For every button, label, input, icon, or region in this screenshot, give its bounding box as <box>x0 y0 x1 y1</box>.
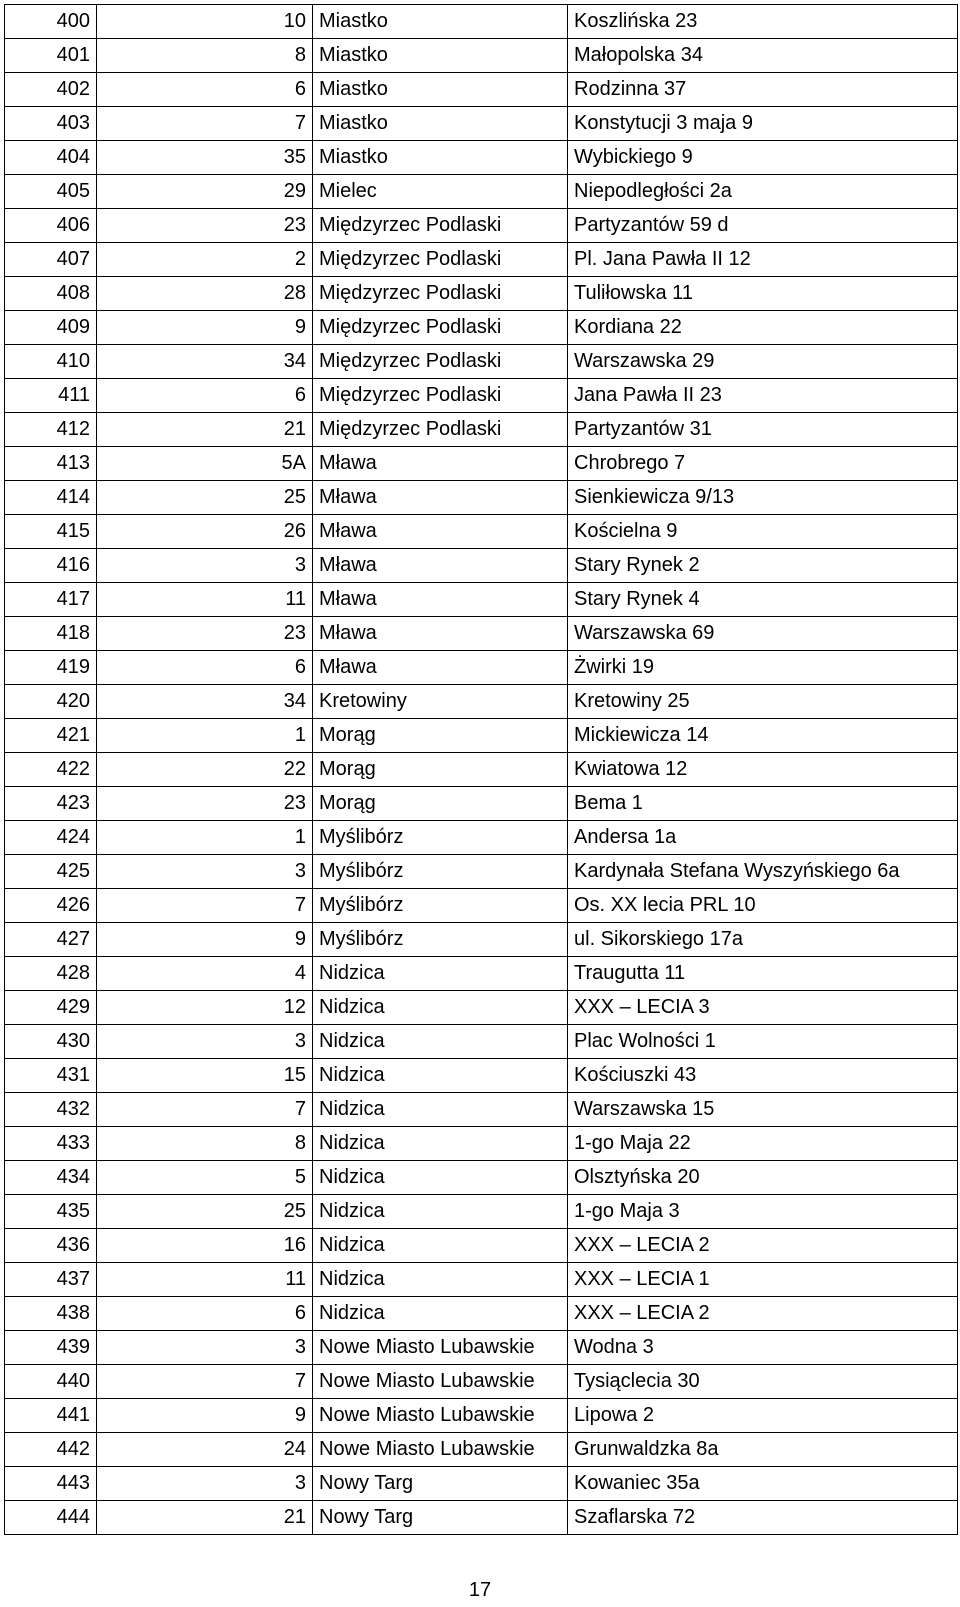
city-cell: Nidzica <box>313 1127 568 1161</box>
city-cell: Morąg <box>313 753 568 787</box>
street-address-cell: Tuliłowska 11 <box>568 277 958 311</box>
city-cell: Nowe Miasto Lubawskie <box>313 1331 568 1365</box>
table-row <box>5 243 958 277</box>
row-number-cell: 402 <box>5 73 97 107</box>
row-number-cell: 419 <box>5 651 97 685</box>
location-number-cell: 6 <box>97 1297 313 1331</box>
location-number-cell: 8 <box>97 1127 313 1161</box>
street-address-cell: Bema 1 <box>568 787 958 821</box>
row-number-cell: 442 <box>5 1433 97 1467</box>
row-number-cell: 439 <box>5 1331 97 1365</box>
row-number-cell: 410 <box>5 345 97 379</box>
city-cell: Miastko <box>313 5 568 39</box>
location-number-cell: 25 <box>97 481 313 515</box>
table-row <box>5 413 958 447</box>
street-address-cell: Andersa 1a <box>568 821 958 855</box>
city-cell: Mława <box>313 651 568 685</box>
street-address-cell: Warszawska 15 <box>568 1093 958 1127</box>
table-row <box>5 1127 958 1161</box>
row-number-cell: 422 <box>5 753 97 787</box>
row-number-cell: 408 <box>5 277 97 311</box>
street-address-cell: Olsztyńska 20 <box>568 1161 958 1195</box>
location-number-cell: 28 <box>97 277 313 311</box>
street-address-cell: Warszawska 29 <box>568 345 958 379</box>
row-number-cell: 440 <box>5 1365 97 1399</box>
city-cell: Myślibórz <box>313 821 568 855</box>
table-row <box>5 1161 958 1195</box>
table-row <box>5 39 958 73</box>
page-number: 17 <box>468 1579 492 1601</box>
street-address-cell: 1-go Maja 22 <box>568 1127 958 1161</box>
location-number-cell: 3 <box>97 1331 313 1365</box>
location-number-cell: 12 <box>97 991 313 1025</box>
city-cell: Mielec <box>313 175 568 209</box>
street-address-cell: Traugutta 11 <box>568 957 958 991</box>
row-number-cell: 420 <box>5 685 97 719</box>
location-number-cell: 16 <box>97 1229 313 1263</box>
city-cell: Nidzica <box>313 1195 568 1229</box>
city-cell: Kretowiny <box>313 685 568 719</box>
location-number-cell: 5 <box>97 1161 313 1195</box>
table-row <box>5 1229 958 1263</box>
table-row <box>5 583 958 617</box>
street-address-cell: Stary Rynek 2 <box>568 549 958 583</box>
location-number-cell: 9 <box>97 311 313 345</box>
table-row <box>5 821 958 855</box>
city-cell: Mława <box>313 583 568 617</box>
table-row <box>5 549 958 583</box>
row-number-cell: 418 <box>5 617 97 651</box>
row-number-cell: 415 <box>5 515 97 549</box>
row-number-cell: 407 <box>5 243 97 277</box>
street-address-cell: Małopolska 34 <box>568 39 958 73</box>
city-cell: Mława <box>313 515 568 549</box>
location-number-cell: 22 <box>97 753 313 787</box>
city-cell: Mława <box>313 481 568 515</box>
table-row <box>5 617 958 651</box>
street-address-cell: Chrobrego 7 <box>568 447 958 481</box>
street-address-cell: Żwirki 19 <box>568 651 958 685</box>
row-number-cell: 411 <box>5 379 97 413</box>
table-row <box>5 1467 958 1501</box>
location-number-cell: 1 <box>97 719 313 753</box>
location-number-cell: 11 <box>97 1263 313 1297</box>
city-cell: Mława <box>313 617 568 651</box>
row-number-cell: 429 <box>5 991 97 1025</box>
street-address-cell: Mickiewicza 14 <box>568 719 958 753</box>
street-address-cell: Stary Rynek 4 <box>568 583 958 617</box>
location-number-cell: 29 <box>97 175 313 209</box>
row-number-cell: 413 <box>5 447 97 481</box>
table-row <box>5 1263 958 1297</box>
row-number-cell: 444 <box>5 1501 97 1535</box>
city-cell: Mława <box>313 447 568 481</box>
row-number-cell: 417 <box>5 583 97 617</box>
row-number-cell: 424 <box>5 821 97 855</box>
city-cell: Nidzica <box>313 991 568 1025</box>
location-number-cell: 23 <box>97 787 313 821</box>
row-number-cell: 433 <box>5 1127 97 1161</box>
table-row <box>5 379 958 413</box>
street-address-cell: Partyzantów 31 <box>568 413 958 447</box>
location-number-cell: 2 <box>97 243 313 277</box>
location-number-cell: 24 <box>97 1433 313 1467</box>
city-cell: Nidzica <box>313 1297 568 1331</box>
table-row <box>5 141 958 175</box>
city-cell: Miastko <box>313 39 568 73</box>
row-number-cell: 404 <box>5 141 97 175</box>
row-number-cell: 421 <box>5 719 97 753</box>
street-address-cell: XXX – LECIA 3 <box>568 991 958 1025</box>
street-address-cell: Pl. Jana Pawła II 12 <box>568 243 958 277</box>
location-number-cell: 5A <box>97 447 313 481</box>
location-number-cell: 6 <box>97 379 313 413</box>
table-row <box>5 1365 958 1399</box>
address-table-body <box>5 5 958 1535</box>
address-table <box>4 4 958 1535</box>
street-address-cell: Kościuszki 43 <box>568 1059 958 1093</box>
location-number-cell: 6 <box>97 651 313 685</box>
location-number-cell: 21 <box>97 1501 313 1535</box>
row-number-cell: 431 <box>5 1059 97 1093</box>
location-number-cell: 7 <box>97 1093 313 1127</box>
table-row <box>5 685 958 719</box>
table-row <box>5 277 958 311</box>
street-address-cell: XXX – LECIA 2 <box>568 1297 958 1331</box>
row-number-cell: 414 <box>5 481 97 515</box>
location-number-cell: 7 <box>97 889 313 923</box>
row-number-cell: 425 <box>5 855 97 889</box>
city-cell: Międzyrzec Podlaski <box>313 243 568 277</box>
table-row <box>5 1025 958 1059</box>
row-number-cell: 427 <box>5 923 97 957</box>
table-row <box>5 1501 958 1535</box>
city-cell: Miastko <box>313 73 568 107</box>
city-cell: Myślibórz <box>313 855 568 889</box>
table-row <box>5 1331 958 1365</box>
location-number-cell: 35 <box>97 141 313 175</box>
row-number-cell: 403 <box>5 107 97 141</box>
row-number-cell: 438 <box>5 1297 97 1331</box>
city-cell: Nowe Miasto Lubawskie <box>313 1365 568 1399</box>
city-cell: Nidzica <box>313 1093 568 1127</box>
city-cell: Nidzica <box>313 1059 568 1093</box>
row-number-cell: 412 <box>5 413 97 447</box>
location-number-cell: 7 <box>97 1365 313 1399</box>
table-row <box>5 5 958 39</box>
street-address-cell: Kowaniec 35a <box>568 1467 958 1501</box>
location-number-cell: 7 <box>97 107 313 141</box>
table-row <box>5 311 958 345</box>
location-number-cell: 9 <box>97 1399 313 1433</box>
street-address-cell: Partyzantów 59 d <box>568 209 958 243</box>
city-cell: Międzyrzec Podlaski <box>313 379 568 413</box>
location-number-cell: 23 <box>97 617 313 651</box>
street-address-cell: Tysiąclecia 30 <box>568 1365 958 1399</box>
table-row <box>5 481 958 515</box>
street-address-cell: Grunwaldzka 8a <box>568 1433 958 1467</box>
location-number-cell: 6 <box>97 73 313 107</box>
street-address-cell: Niepodległości 2a <box>568 175 958 209</box>
table-row <box>5 1433 958 1467</box>
city-cell: Myślibórz <box>313 889 568 923</box>
city-cell: Myślibórz <box>313 923 568 957</box>
city-cell: Morąg <box>313 787 568 821</box>
street-address-cell: Kościelna 9 <box>568 515 958 549</box>
row-number-cell: 409 <box>5 311 97 345</box>
location-number-cell: 10 <box>97 5 313 39</box>
row-number-cell: 401 <box>5 39 97 73</box>
street-address-cell: Kardynała Stefana Wyszyńskiego 6a <box>568 855 958 889</box>
table-row <box>5 719 958 753</box>
table-row <box>5 1093 958 1127</box>
location-number-cell: 23 <box>97 209 313 243</box>
city-cell: Międzyrzec Podlaski <box>313 413 568 447</box>
street-address-cell: Warszawska 69 <box>568 617 958 651</box>
location-number-cell: 3 <box>97 855 313 889</box>
row-number-cell: 400 <box>5 5 97 39</box>
table-row <box>5 991 958 1025</box>
city-cell: Międzyrzec Podlaski <box>313 209 568 243</box>
street-address-cell: 1-go Maja 3 <box>568 1195 958 1229</box>
table-row <box>5 1297 958 1331</box>
location-number-cell: 3 <box>97 1467 313 1501</box>
table-row <box>5 345 958 379</box>
table-row <box>5 447 958 481</box>
location-number-cell: 34 <box>97 345 313 379</box>
street-address-cell: Os. XX lecia PRL 10 <box>568 889 958 923</box>
street-address-cell: Kretowiny 25 <box>568 685 958 719</box>
location-number-cell: 4 <box>97 957 313 991</box>
location-number-cell: 9 <box>97 923 313 957</box>
location-number-cell: 21 <box>97 413 313 447</box>
location-number-cell: 11 <box>97 583 313 617</box>
city-cell: Morąg <box>313 719 568 753</box>
table-row <box>5 855 958 889</box>
row-number-cell: 432 <box>5 1093 97 1127</box>
table-row <box>5 209 958 243</box>
street-address-cell: Koszlińska 23 <box>568 5 958 39</box>
city-cell: Nidzica <box>313 1229 568 1263</box>
table-row <box>5 787 958 821</box>
city-cell: Miastko <box>313 141 568 175</box>
row-number-cell: 405 <box>5 175 97 209</box>
table-row <box>5 923 958 957</box>
table-row <box>5 753 958 787</box>
city-cell: Nowy Targ <box>313 1467 568 1501</box>
table-row <box>5 73 958 107</box>
row-number-cell: 416 <box>5 549 97 583</box>
street-address-cell: Konstytucji 3 maja 9 <box>568 107 958 141</box>
location-number-cell: 26 <box>97 515 313 549</box>
row-number-cell: 406 <box>5 209 97 243</box>
row-number-cell: 443 <box>5 1467 97 1501</box>
table-row <box>5 1399 958 1433</box>
location-number-cell: 3 <box>97 1025 313 1059</box>
street-address-cell: ul. Sikorskiego 17a <box>568 923 958 957</box>
row-number-cell: 435 <box>5 1195 97 1229</box>
row-number-cell: 436 <box>5 1229 97 1263</box>
location-number-cell: 34 <box>97 685 313 719</box>
city-cell: Nowy Targ <box>313 1501 568 1535</box>
row-number-cell: 423 <box>5 787 97 821</box>
city-cell: Międzyrzec Podlaski <box>313 345 568 379</box>
row-number-cell: 441 <box>5 1399 97 1433</box>
table-row <box>5 107 958 141</box>
row-number-cell: 430 <box>5 1025 97 1059</box>
table-row <box>5 957 958 991</box>
location-number-cell: 1 <box>97 821 313 855</box>
street-address-cell: Kordiana 22 <box>568 311 958 345</box>
location-number-cell: 25 <box>97 1195 313 1229</box>
city-cell: Nidzica <box>313 957 568 991</box>
city-cell: Nidzica <box>313 1025 568 1059</box>
city-cell: Nowe Miasto Lubawskie <box>313 1433 568 1467</box>
street-address-cell: Kwiatowa 12 <box>568 753 958 787</box>
street-address-cell: Jana Pawła II 23 <box>568 379 958 413</box>
city-cell: Mława <box>313 549 568 583</box>
location-number-cell: 8 <box>97 39 313 73</box>
city-cell: Nowe Miasto Lubawskie <box>313 1399 568 1433</box>
street-address-cell: XXX – LECIA 1 <box>568 1263 958 1297</box>
row-number-cell: 426 <box>5 889 97 923</box>
street-address-cell: Plac Wolności 1 <box>568 1025 958 1059</box>
street-address-cell: Wybickiego 9 <box>568 141 958 175</box>
location-number-cell: 3 <box>97 549 313 583</box>
street-address-cell: Sienkiewicza 9/13 <box>568 481 958 515</box>
city-cell: Nidzica <box>313 1161 568 1195</box>
location-number-cell: 15 <box>97 1059 313 1093</box>
table-row <box>5 515 958 549</box>
row-number-cell: 434 <box>5 1161 97 1195</box>
street-address-cell: Szaflarska 72 <box>568 1501 958 1535</box>
city-cell: Nidzica <box>313 1263 568 1297</box>
row-number-cell: 428 <box>5 957 97 991</box>
street-address-cell: Rodzinna 37 <box>568 73 958 107</box>
city-cell: Miastko <box>313 107 568 141</box>
table-row <box>5 1059 958 1093</box>
city-cell: Międzyrzec Podlaski <box>313 277 568 311</box>
street-address-cell: Wodna 3 <box>568 1331 958 1365</box>
city-cell: Międzyrzec Podlaski <box>313 311 568 345</box>
street-address-cell: Lipowa 2 <box>568 1399 958 1433</box>
table-row <box>5 889 958 923</box>
table-row <box>5 175 958 209</box>
table-row <box>5 651 958 685</box>
street-address-cell: XXX – LECIA 2 <box>568 1229 958 1263</box>
row-number-cell: 437 <box>5 1263 97 1297</box>
table-row <box>5 1195 958 1229</box>
